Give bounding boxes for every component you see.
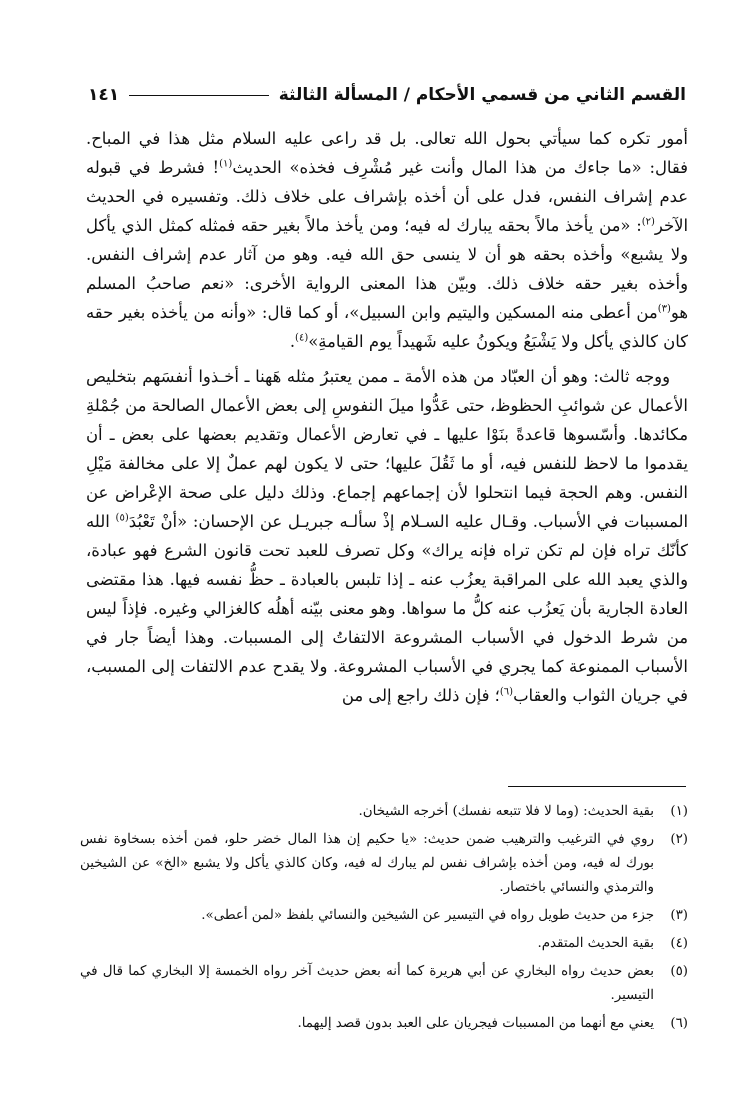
footnote bbox=[80, 932, 688, 956]
footnotes bbox=[80, 800, 688, 1040]
text-run: من أعطى منه المسكين واليتيم وابن السبيل»، أو كما قال: «وأنه من يأخذه بغير حقه كان كالذي يأكل ولا يَشْبَعُ ويكونُ عليه شَهيداً يوم القيامةِ» bbox=[86, 303, 688, 351]
text-run: أمور تكره كما سيأتي بحول الله تعالى. بل قد راعى عليه السلام مثل هذا في المباح. فقال: «ما جاءك من هذا المال وأنت غير مُشْرِف فخذه» الحديث bbox=[86, 129, 688, 177]
header-rule bbox=[129, 95, 269, 96]
footnote-number: (٢) bbox=[670, 832, 688, 847]
footnote-marker: (١) bbox=[219, 158, 233, 170]
footnote bbox=[80, 1012, 688, 1036]
text-run: ! فشرط في قبوله عدم إشراف النفس، فدل على أن أخذه بإشراف على خلاف ذلك. وتفسيره في الحديث الآخر bbox=[86, 158, 688, 235]
footnote-text: يعني مع أنهما من المسببات فيجريان على العبد بدون قصد إليهما. bbox=[297, 1016, 654, 1031]
footnote-text: بقية الحديث المتقدم. bbox=[537, 936, 654, 951]
footnote bbox=[80, 828, 688, 900]
footnote bbox=[80, 904, 688, 928]
footnote-text: روي في الترغيب والترهيب ضمن حديث: «يا حكيم إن هذا المال خضر حلو، فمن أخذه بسخاوة نفس بورك له فيه، ومن أخذه بإشراف نفس لم يبارك له فيه، وكان كالذي يأكل ولا يشبع «الخ» عن الشيخين والترمذي والنسائي باختصار. bbox=[80, 832, 654, 895]
footnote-text: جزء من حديث طويل رواه في التيسير عن الشيخين والنسائي بلفظ «لمن أعطى». bbox=[201, 908, 654, 923]
footnote-number: (٦) bbox=[670, 1016, 688, 1031]
footnote-number: (١) bbox=[670, 804, 688, 819]
page-number: ١٤١ bbox=[88, 85, 120, 105]
footnote-number: (٣) bbox=[670, 908, 688, 923]
footnote-separator bbox=[508, 786, 686, 787]
text-run: . bbox=[289, 332, 296, 351]
text-run: ؛ فإن ذلك راجع إلى من bbox=[341, 686, 500, 705]
footnote-text: بعض حديث رواه البخاري عن أبي هريرة كما أنه بعض حديث آخر رواه الخمسة إلا البخاري كما قال في التيسير. bbox=[80, 964, 654, 1003]
footnote-marker: (٣) bbox=[657, 303, 671, 315]
text-run: ووجه ثالث: وهو أن العبّاد من هذه الأمة ـ ممن يعتبرُ مثله هَهنا ـ أخـذوا أنفسَهم بتخليص الأعمال عن شوائبِ الحظوظ، حتى عَدُّوا ميلَ النفوسِ إلى بعض الأعمال الصالحة من جُمْلةِ مكائدها. وأسّسوها قاعدةً بنَوْا عليها ـ في تعارض الأعمال وتقديم بعضها على بعض ـ أن يقدموا ما لاحظ للنفس فيه، أو ما ثَقُلَ عليها؛ حتى لا يكون لهم عملٌ إلا على مخالفة مَيْلِ النفس. وهم الحجة فيما انتحلوا لأن إجماعهم إجماع. وذلك دليل على صحة الإعْراض عن المسببات في الأسباب. وقـال عليه السـلام إذْ سألـه جبريـل عن الإحسان: «أنْ تَعْبُدَ bbox=[86, 367, 688, 531]
footnote-marker: (٢) bbox=[641, 216, 655, 228]
footnote-marker: (٤) bbox=[295, 332, 309, 344]
footnote-text: بقية الحديث: (وما لا فلا تتبعه نفسك) أخرجه الشيخان. bbox=[358, 804, 654, 819]
paragraph bbox=[86, 124, 688, 356]
main-text bbox=[86, 124, 688, 710]
footnote bbox=[80, 800, 688, 824]
footnote-number: (٤) bbox=[670, 936, 688, 951]
footnote-marker: (٥) bbox=[115, 512, 129, 524]
footnote-number: (٥) bbox=[670, 964, 688, 979]
footnote-marker: (٦) bbox=[499, 686, 514, 698]
header-title: القسم الثاني من قسمي الأحكام / المسألة الثالثة bbox=[278, 85, 686, 105]
paragraph bbox=[86, 362, 688, 710]
footnote bbox=[80, 960, 688, 1008]
text-run: الله كأنّك تراه فإن لم تكن تراه فإنه يراك» وكل تصرف للعبد تحت قانون الشرع فهو عبادة، والذي يعبد الله على المراقبة يعزُب عنه ـ إذا تلبس بالعبادة ـ حظُّ نفسه فيها. هذا مقتضى العادة الجارية بأن يَعزُب عنه كلُّ ما سواها. وهو معنى بيّنه أهلُه كالغزالي وغيره. فإذاً ليس من شرط الدخول في الأسباب المشروعة الالتفاتُ إلى المسببات. وهذا أيضاً جار في الأسباب الممنوعة كما يجري في الأسباب المشروعة. ولا يقدح عدم الالتفات إلى المسبب، في جريان الثواب والعقاب bbox=[86, 512, 688, 705]
text-run: : «من يأخذ مالاً بحقه يبارك له فيه؛ ومن يأخذ مالاً بغير حقه فمثله كمثل الذي يأكل ولا يشبع» وأخذه بحقه هو أن لا ينسى حق الله فيه. وهو من آثار عدم إشراف النفس. وأخذه بغير حقه خلاف ذلك. وبيّن هذا المعنى الرواية الأخرى: «نعم صاحبُ المسلم هو bbox=[86, 216, 688, 322]
running-header bbox=[88, 80, 686, 110]
